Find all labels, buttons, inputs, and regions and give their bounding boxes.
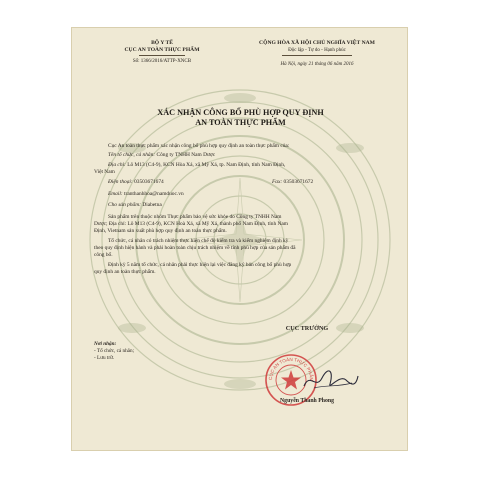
certificate-document bbox=[71, 27, 408, 451]
phone-label: Điện thoại: bbox=[108, 179, 133, 186]
department-name: CỤC AN TOÀN THỰC PHẨM bbox=[124, 47, 200, 53]
recipient-item: - Lưu trữ. bbox=[94, 355, 115, 361]
header-right-underline bbox=[282, 55, 352, 56]
recipient-item: - Tổ chức, cá nhân; bbox=[94, 348, 135, 354]
org-value: Công ty TNHH Nam Dược bbox=[156, 152, 216, 159]
certificate-body bbox=[94, 143, 394, 276]
address-label: Địa chỉ: bbox=[108, 161, 126, 168]
header-left-underline bbox=[139, 55, 185, 56]
paragraph-3: Định kỳ 5 năm tổ chức, cá nhân phải thực hiện lại việc đăng ký bản công bố phù hợp quy định an toàn thực phẩm. bbox=[94, 261, 292, 275]
org-label: Tên tổ chức, cá nhân: bbox=[108, 152, 156, 159]
phone-value: 03503671674 bbox=[134, 179, 164, 186]
place-date: Hà Nội, ngày 21 tháng 06 năm 2016 bbox=[280, 62, 354, 67]
product-value: Diabetna bbox=[142, 202, 162, 209]
certificate-title-line2: AN TOÀN THỰC PHẨM bbox=[195, 118, 286, 127]
nation-title: CỘNG HÒA XÃ HỘI CHỦ NGHĨA VIỆT NAM bbox=[259, 40, 375, 46]
stamp-text: CỤC AN TOÀN THỰC PHẨM bbox=[267, 356, 315, 382]
address-value-cont: Việt Nam bbox=[94, 168, 115, 175]
recipients-block bbox=[94, 341, 134, 362]
handwritten-signature bbox=[300, 368, 362, 394]
product-label: Cho sản phẩm: bbox=[108, 202, 141, 209]
email-value: tranthanhhoa@namduoc.vn bbox=[124, 191, 184, 198]
fax-label: Fax: bbox=[272, 179, 283, 186]
intro-text: Cục An toàn thực phẩm xác nhận công bố phù hợp quy định an toàn thực phẩm của: bbox=[108, 143, 290, 149]
signer-name: Nguyễn Thanh Phong bbox=[279, 398, 335, 404]
signature-title: CỤC TRƯỞNG bbox=[285, 325, 329, 332]
email-label: Email: bbox=[108, 191, 123, 198]
address-value: Lô M13 (C4-9), KCN Hòa Xá, xã Mỹ Xá, tp. Nam Định, tỉnh Nam Định, bbox=[127, 161, 286, 168]
recipients-label: Nơi nhận: bbox=[94, 341, 117, 347]
document-number: Số: 1366/2016/ATTP-XNCB bbox=[132, 59, 192, 64]
certificate-title-line1: XÁC NHẬN CÔNG BỐ PHÙ HỢP QUY ĐỊNH bbox=[157, 108, 324, 117]
fax-value: 03503671672 bbox=[283, 179, 314, 186]
paragraph-2: Tổ chức, cá nhân có trách nhiệm thực hiện chế độ kiểm tra và kiểm nghiệm định kỳ theo quy định hiện hành và phải hoàn toàn chịu trách nhiệm về tính phù hợp của sản phẩm đã công bố. bbox=[94, 237, 296, 259]
paragraph-1: Sản phẩm trên thuộc nhóm Thực phẩm bảo vệ sức khỏe do Công ty TNHH Nam Dược; Địa chỉ: Lô M13 (C4-9), KCN Hoà Xá, xã Mỹ Xá, thành phố Nam Định, tỉnh Nam Định, Vietnam sản xuất phù hợp quy định an toàn thực phẩm. bbox=[94, 213, 288, 235]
ministry-name: BỘ Y TẾ bbox=[151, 40, 173, 46]
national-motto: Độc lập - Tự do - Hạnh phúc bbox=[288, 48, 346, 53]
